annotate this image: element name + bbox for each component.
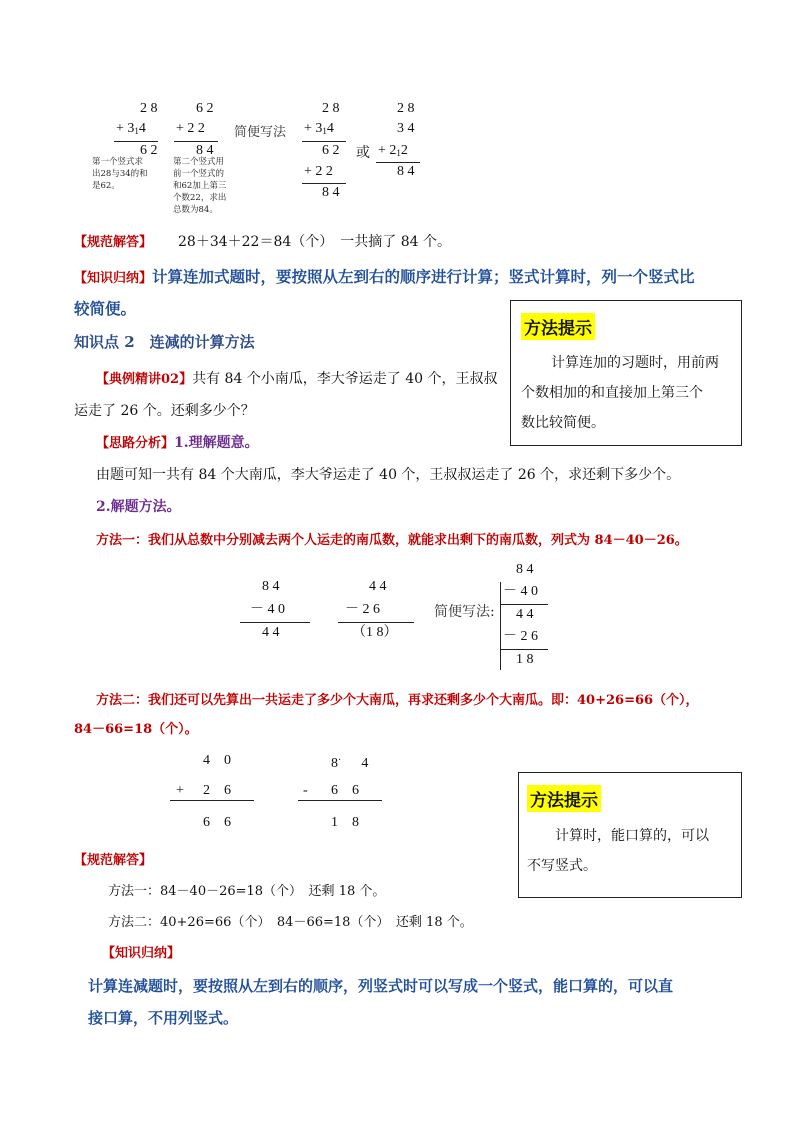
calc1-digit: 3 — [127, 121, 135, 136]
calc4-carry: 1 — [396, 148, 401, 158]
tip1-line2: 个数相加的和直接加上第三个 — [521, 385, 703, 401]
calc3b-digit1: 8 — [331, 756, 338, 771]
calc1-row1: 2 8 — [140, 101, 158, 116]
calc2c-row1: 8 4 — [516, 562, 534, 577]
calc2b-result: （1 8） — [352, 625, 398, 640]
simple-method-label: 简便写法 — [234, 125, 287, 140]
calc1-digit2: 4 — [138, 121, 146, 136]
calc3-row3: 6 2 — [322, 143, 340, 158]
calc4-row3 — [378, 141, 408, 163]
calc3b-line — [298, 800, 382, 801]
tip1-line1: 计算连加的习题时，用前两 — [551, 355, 719, 371]
tip2-line2: 不写竖式。 — [527, 858, 597, 874]
calc2b-row1: 4 4 — [369, 579, 387, 594]
example-tag: 【典例精讲02】 — [96, 372, 193, 387]
summary2-line1: 计算连减题时，要按照从左到右的顺序，列竖式时可以写成一个竖式，能口算的，可以直 — [88, 977, 674, 995]
calc2c-row2: － 4 0 — [503, 584, 538, 599]
calc3-row4: + 2 2 — [304, 164, 333, 179]
calc1-row2 — [116, 119, 146, 141]
answer1-row — [74, 231, 451, 251]
example-line2: 运走了 26 个。还剩多少个？ — [74, 403, 255, 419]
calc2a-row2: － 4 0 — [250, 602, 285, 617]
calc3-row1: 2 8 — [322, 101, 340, 116]
calc3a-operator: + — [176, 783, 184, 798]
analysis-row — [96, 432, 259, 452]
summary1-line1: 计算连加式题时，要按照从左到右的顺序进行计算；竖式计算时，列一个竖式比 — [152, 267, 695, 286]
calc2-simple-label: 简便写法: — [434, 604, 495, 620]
summary1-line2: 较简便。 — [74, 299, 137, 318]
method2-line1: 方法二：我们还可以先算出一共运走了多少个大南瓜，再求还剩多少个大南瓜。即：40+26=66（个）， — [96, 693, 699, 708]
calc2c-result: 1 8 — [516, 652, 534, 667]
analysis-step1: 1.理解题意。 — [174, 435, 259, 451]
calc2b-row2: － 2 6 — [345, 602, 380, 617]
method1-text: 方法一：我们从总数中分别减去两个人运走的南瓜数，就能求出剩下的南瓜数，列式为 84－40－26。 — [96, 533, 688, 548]
example-line1 — [96, 368, 498, 388]
calc3-operator: + — [304, 121, 312, 136]
calc2c-vline — [500, 582, 501, 670]
section-heading: 知识点 2 连减的计算方法 — [74, 333, 255, 351]
calc2c-row3: 4 4 — [516, 607, 534, 622]
calc2a-row1: 8 4 — [262, 579, 280, 594]
summary2-tag: 【知识归纳】 — [102, 946, 181, 961]
calc3-row2 — [304, 119, 334, 141]
summary2 — [88, 970, 673, 1034]
method-tip-box-1 — [510, 300, 742, 446]
analysis-tag: 【思路分析】 — [96, 436, 175, 451]
tip2-line1: 计算时，能口算的，可以 — [555, 828, 709, 844]
tip1-body — [521, 348, 737, 438]
calc3-digit: 3 — [315, 121, 323, 136]
calc2-row1: 6 2 — [196, 101, 214, 116]
calc3a-result: 6 6 — [203, 815, 231, 830]
calc4-digit2: 2 — [400, 143, 408, 158]
tip2-title: 方法提示 — [527, 785, 601, 812]
calc2-result: 8 4 — [196, 143, 214, 158]
summary1-tag: 【知识归纳】 — [74, 271, 153, 286]
calc4-row1: 2 8 — [397, 101, 415, 116]
calc2-note: 第二个竖式用 前一个竖式的 和62加上第三 个数22，求出 总数为84。 — [173, 157, 227, 215]
calc2a-result: 4 4 — [262, 625, 280, 640]
analysis-step2: 2.解题方法。 — [96, 499, 181, 515]
calc3b-digit2: 4 — [361, 756, 369, 771]
calc1-carry: 1 — [134, 126, 139, 136]
answer2-method1: 方法一：84－40－26=18（个） 还剩 18 个。 — [108, 884, 386, 899]
answer2-method2: 方法二：40+26=66（个） 84－66=18（个） 还剩 18 个。 — [108, 915, 473, 930]
calc3-carry: 1 — [322, 126, 327, 136]
calc3b-row2: 6 6 — [331, 783, 359, 798]
calc2c-row4: － 2 6 — [503, 629, 538, 644]
method2-line2: 84－66=18（个）。 — [74, 722, 198, 737]
analysis-text: 由题可知一共有 84 个大南瓜，李大爷运走了 40 个，王叔叔运走了 26 个，求还剩下多少个。 — [96, 467, 681, 483]
tip2-body — [527, 821, 737, 881]
answer1-tag: 【规范解答】 — [74, 235, 153, 250]
calc4-digit: 2 — [389, 143, 397, 158]
answer2-tag: 【规范解答】 — [74, 853, 153, 868]
tip1-title: 方法提示 — [521, 313, 595, 340]
calc3a-row1: 4 0 — [203, 753, 231, 768]
calc4-operator: + — [378, 143, 386, 158]
tip1-line3: 数比较简便。 — [521, 415, 605, 431]
calc1-result: 6 2 — [140, 143, 158, 158]
calc4-result: 8 4 — [397, 164, 415, 179]
calc2-row2: + 2 2 — [176, 121, 205, 136]
example-text-line1: 共有 84 个小南瓜，李大爷运走了 40 个，王叔叔 — [192, 371, 498, 387]
summary2-line2: 接口算，不用列竖式。 — [88, 1009, 239, 1027]
answer1-text: 28＋34＋22＝84（个） 一共摘了 84 个。 — [178, 234, 451, 250]
calc3a-line — [170, 800, 254, 801]
calc3b-operator: - — [303, 783, 308, 798]
calc3-digit2: 4 — [326, 121, 334, 136]
calc1-operator: + — [116, 121, 124, 136]
calc3b-result: 1 8 — [331, 815, 359, 830]
calc3b-row1 — [331, 751, 368, 774]
calc4-row2: 3 4 — [397, 121, 415, 136]
calc1-note: 第一个竖式求 出28与34的和 是62。 — [92, 157, 148, 191]
calc3b-dot: · — [338, 755, 342, 766]
method-tip-box-2 — [518, 772, 742, 898]
calc3a-row2: 2 6 — [203, 783, 231, 798]
or-label: 或 — [356, 145, 370, 161]
calc3-result: 8 4 — [322, 185, 340, 200]
